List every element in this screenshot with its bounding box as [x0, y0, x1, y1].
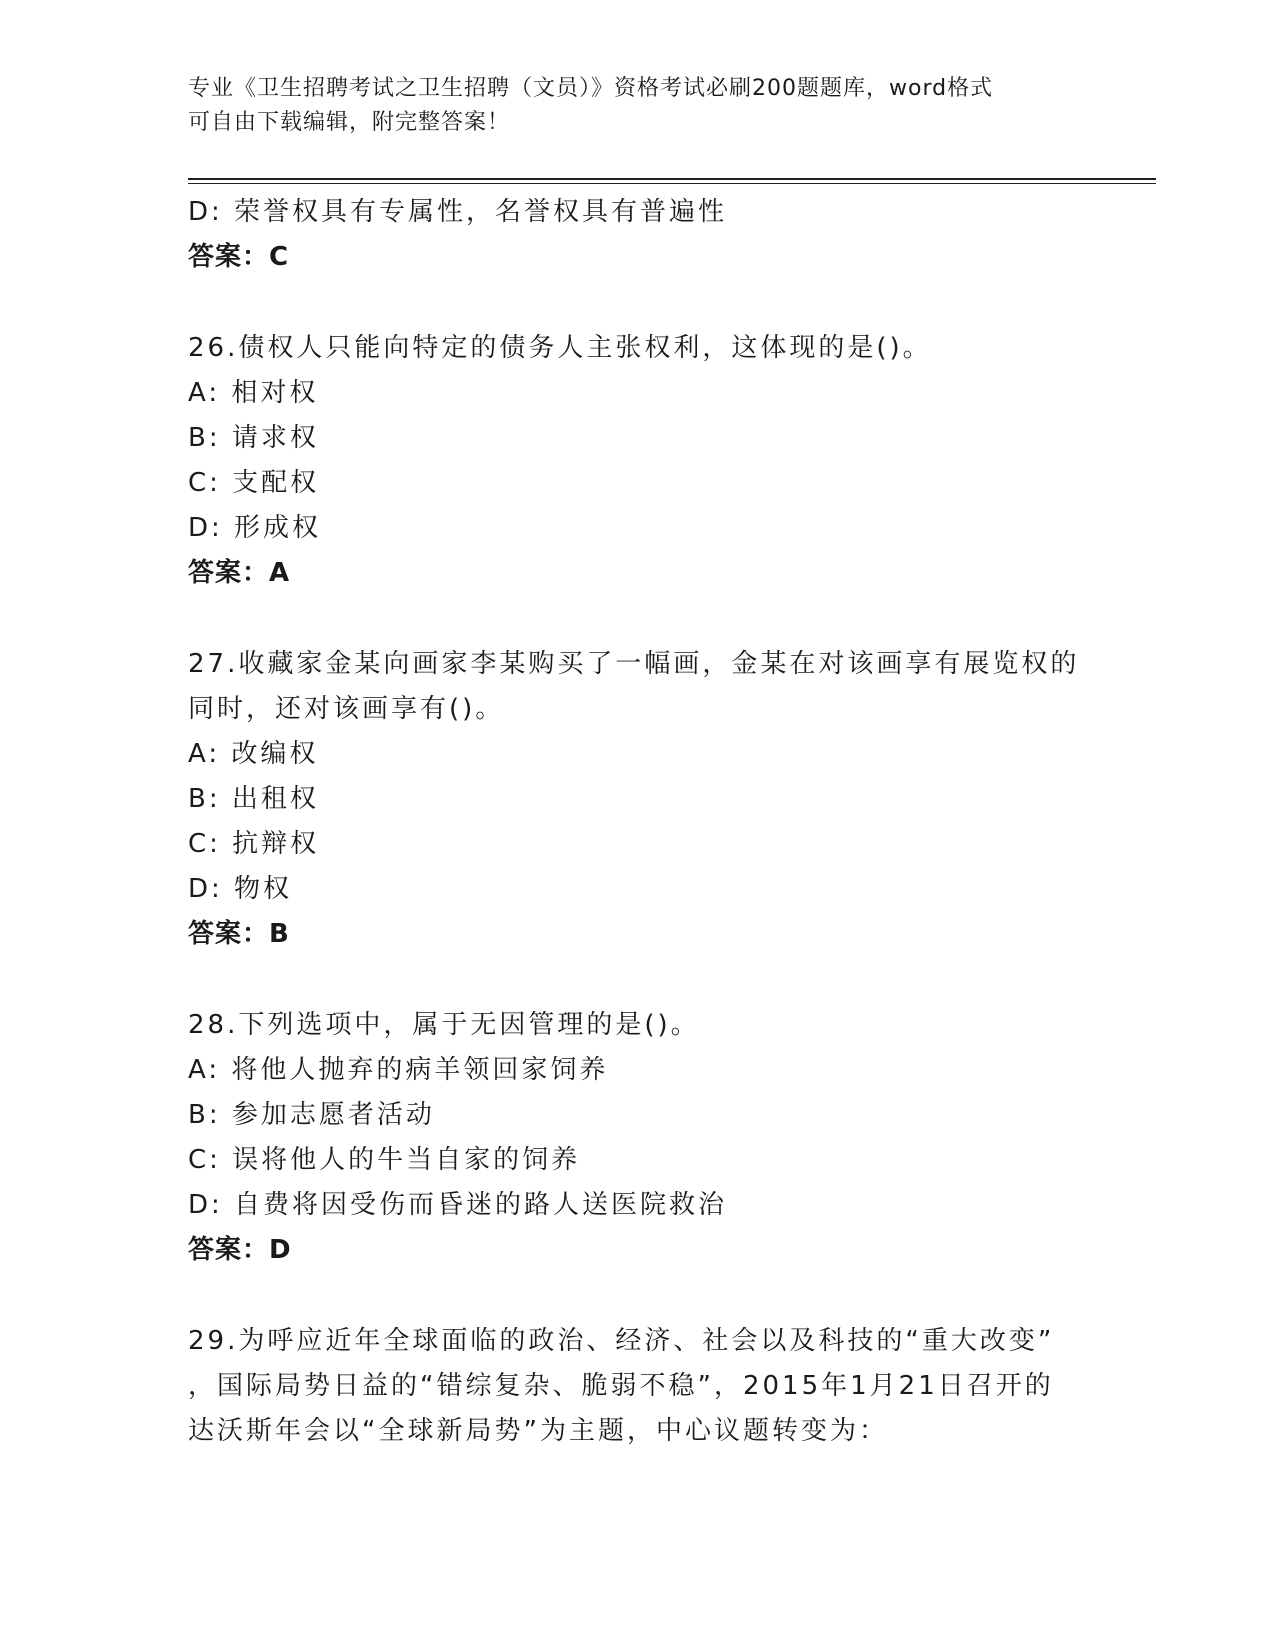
option-c: C: 抗辩权 — [188, 829, 320, 859]
answer-line: 答案：D — [188, 1235, 292, 1265]
question-text-line: 28.下列选项中，属于无因管理的是()。 — [188, 1010, 700, 1040]
spacer — [188, 957, 1088, 1003]
spacer — [188, 1273, 1088, 1319]
question-text-line: 26.债权人只能向特定的债务人主张权利，这体现的是()。 — [188, 333, 932, 363]
spacer — [188, 596, 1088, 642]
option-a: A: 将他人抛弃的病羊领回家饲养 — [188, 1055, 609, 1085]
option-d: D: 形成权 — [188, 513, 322, 543]
question-26 — [188, 326, 1088, 596]
option-d: D: 物权 — [188, 874, 293, 904]
question-text — [188, 1003, 1088, 1048]
option-c: C: 误将他人的牛当自家的饲养 — [188, 1145, 581, 1175]
option-a: A: 改编权 — [188, 739, 319, 769]
previous-question-tail — [188, 190, 1088, 280]
option-d: D: 荣誉权具有专属性，名誉权具有普遍性 — [188, 197, 728, 227]
question-text-line: 27.收藏家金某向画家李某购买了一幅画，金某在对该画享有展览权的 — [188, 649, 1080, 679]
question-text-line: 29.为呼应近年全球面临的政治、经济、社会以及科技的“重大改变” — [188, 1326, 1055, 1356]
question-content — [188, 190, 1088, 1454]
question-27 — [188, 642, 1088, 957]
question-text — [188, 642, 1088, 732]
question-text-line: ，国际局势日益的“错综复杂、脆弱不稳”，2015年1月21日召开的 — [188, 1371, 1054, 1401]
question-text — [188, 1319, 1088, 1454]
option-d: D: 自费将因受伤而昏迷的路人送医院救治 — [188, 1190, 728, 1220]
answer-line: 答案：A — [188, 558, 291, 588]
option-b: B: 参加志愿者活动 — [188, 1100, 435, 1130]
question-28 — [188, 1003, 1088, 1273]
answer-line: 答案：C — [188, 242, 290, 272]
header-title-line-1: 专业《卫生招聘考试之卫生招聘（文员）》资格考试必刷200题题库，word格式 — [188, 76, 994, 101]
header-divider-thin — [188, 183, 1156, 184]
option-b: B: 请求权 — [188, 423, 319, 453]
option-b: B: 出租权 — [188, 784, 319, 814]
option-a: A: 相对权 — [188, 378, 319, 408]
header-divider-thick — [188, 178, 1156, 180]
question-29 — [188, 1319, 1088, 1454]
question-text-line: 达沃斯年会以“全球新局势”为主题，中心议题转变为： — [188, 1416, 888, 1446]
option-c: C: 支配权 — [188, 468, 320, 498]
header-title-line-2: 可自由下载编辑，附完整答案！ — [188, 110, 511, 135]
question-text-line: 同时，还对该画享有()。 — [188, 694, 505, 724]
spacer — [188, 280, 1088, 326]
document-header — [188, 72, 1088, 140]
answer-line: 答案：B — [188, 919, 290, 949]
question-text — [188, 326, 1088, 371]
